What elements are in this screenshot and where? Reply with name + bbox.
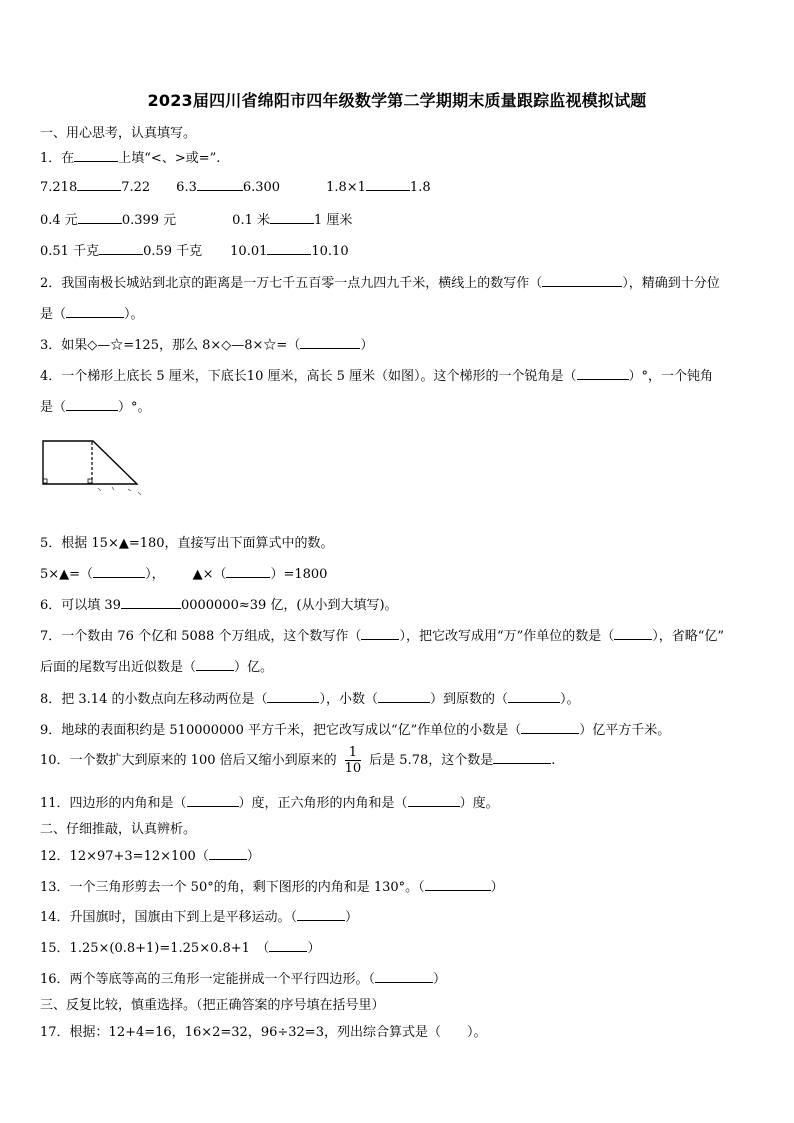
question-13: [40, 876, 504, 895]
q2-text: ）。: [124, 307, 144, 322]
question-12: [40, 845, 260, 864]
answer-blank[interactable]: [378, 690, 430, 703]
question-5-answers: [40, 563, 327, 582]
q5-text: ）=1800: [270, 567, 328, 582]
answer-blank[interactable]: [521, 721, 579, 734]
question-11: [40, 792, 499, 811]
q7-text: 7．一个数由 76 个亿和 5088 个万组成，这个数写作（: [40, 629, 362, 644]
answer-blank[interactable]: [66, 305, 124, 318]
answer-blank[interactable]: [270, 211, 314, 224]
answer-blank[interactable]: [74, 149, 118, 162]
question-7: [40, 625, 724, 644]
q1-item: 0.51 千克: [40, 244, 100, 259]
section-heading-3: 三、反复比较，慎重选择。（把正确答案的序号填在括号里）: [40, 998, 385, 1013]
q6-text: 0000000≈39 亿，(从小到大填写)。: [180, 598, 398, 613]
q4-text: ）°，一个钝角: [628, 369, 714, 384]
answer-blank[interactable]: [297, 908, 345, 921]
answer-blank[interactable]: [375, 970, 433, 983]
fraction-numerator: 1: [345, 745, 362, 761]
trapezoid-shape: [43, 441, 137, 484]
question-3: [40, 334, 373, 353]
q2-text: ），精确到十分位: [622, 276, 720, 291]
answer-blank[interactable]: [77, 178, 121, 191]
q12-text: 12．12×97+3=12×100（: [40, 849, 209, 864]
q15-text: 15．1.25×(0.8+1)=1.25×0.8+1 （: [40, 941, 270, 956]
question-8: [40, 688, 580, 707]
q10-text: 10．一个数扩大到原来的 100 倍后又缩小到原来的: [40, 753, 337, 768]
q13-text: 13．一个三角形剪去一个 50°的角，剩下图形的内角和是 130°。（: [40, 880, 425, 895]
q16-text: 16．两个等底等高的三角形一定能拼成一个平行四边形。（: [40, 972, 376, 987]
q4-text: 是（: [40, 400, 67, 415]
q3-text: 3．如果◇—☆=125，那么 8×◇—8×☆=（: [40, 338, 301, 353]
answer-blank[interactable]: [269, 939, 307, 952]
answer-blank[interactable]: [361, 627, 399, 640]
q6-text: 6．可以填 39: [40, 598, 121, 613]
q4-text: ）°。: [118, 400, 151, 415]
q10-text: .: [551, 753, 556, 768]
answer-blank[interactable]: [408, 794, 460, 807]
q1-item: 6.300: [242, 180, 281, 195]
q1-item: 1.8×1: [326, 180, 366, 195]
q1-item: 7.22: [121, 180, 151, 195]
q1-stem-a: 1．在: [40, 151, 75, 166]
answer-blank[interactable]: [425, 878, 491, 891]
answer-blank[interactable]: [300, 336, 360, 349]
question-17: 17．根据：12+4=16，16×2=32，96÷32=3，列出综合算式是（ ）。: [40, 1025, 487, 1040]
q2-text: 2．我国南极长城站到北京的距离是一万七千五百零一点九四九千米，横线上的数写作（: [40, 276, 543, 291]
question-6: [40, 594, 398, 613]
q14-text: 14．升国旗时，国旗由下到上是平移运动。（: [40, 910, 298, 925]
question-14: [40, 906, 358, 925]
answer-blank[interactable]: [209, 847, 247, 860]
answer-blank[interactable]: [542, 274, 622, 287]
answer-blank[interactable]: [226, 565, 270, 578]
q12-text: ）: [246, 849, 260, 864]
fraction-one-tenth: [345, 745, 362, 776]
q1-item: 0.1 米: [232, 213, 270, 228]
answer-blank[interactable]: [196, 658, 234, 671]
q8-text: ），小数（: [319, 692, 378, 707]
q16-text: ）: [433, 972, 447, 987]
q9-text: 9．地球的表面积约是 510000000 平方千米，把它改写成以“亿”作单位的小数是（: [40, 723, 522, 738]
answer-blank[interactable]: [78, 211, 122, 224]
q8-text: ）到原数的（: [430, 692, 509, 707]
q1-item: 1.8: [409, 180, 431, 195]
q9-text: ）亿平方千米。: [579, 723, 671, 738]
answer-blank[interactable]: [267, 242, 311, 255]
q8-text: ）。: [560, 692, 580, 707]
question-4-cont: [40, 396, 151, 415]
question-2: [40, 272, 720, 291]
question-9: [40, 719, 670, 738]
texture-marks: [98, 487, 141, 495]
answer-blank[interactable]: [366, 178, 410, 191]
answer-blank[interactable]: [121, 596, 181, 609]
q5-text: 5×▲=（: [40, 567, 94, 582]
q7-text: ）亿。: [234, 660, 274, 675]
q13-text: ）: [490, 880, 504, 895]
answer-blank[interactable]: [197, 178, 243, 191]
q1-item: 1 厘米: [313, 213, 353, 228]
q10-text: 后是 5.78，这个数是: [369, 753, 494, 768]
q2-text: 是（: [40, 307, 67, 322]
q11-text: ）度，正六角形的内角和是（: [238, 796, 408, 811]
question-4: [40, 365, 713, 384]
answer-blank[interactable]: [577, 367, 629, 380]
q11-text: ）度。: [459, 796, 499, 811]
q1-row-1: [40, 178, 431, 195]
fraction-denominator: 10: [344, 761, 362, 776]
q15-text: ）: [307, 941, 321, 956]
question-2-cont: [40, 303, 144, 322]
answer-blank[interactable]: [614, 627, 652, 640]
q1-item: 7.218: [40, 180, 78, 195]
q7-text: ），省略“亿”: [652, 629, 725, 644]
q5-text: ），: [145, 567, 165, 582]
q8-text: 8．把 3.14 的小数点向左移动两位是（: [40, 692, 268, 707]
question-5: 5．根据 15×▲=180，直接写出下面算式中的数。: [40, 536, 334, 551]
question-7-cont: [40, 656, 273, 675]
q1-row-3: [40, 240, 349, 259]
trapezoid-figure: [38, 432, 148, 512]
q11-text: 11．四边形的内角和是（: [40, 796, 187, 811]
q1-item: 0.59 千克: [143, 244, 203, 259]
q1-item: 0.399 元: [121, 213, 177, 228]
q4-text: 4．一个梯形上底长 5 厘米，下底长10 厘米，高长 5 厘米（如图）。这个梯形的一个锐角是（: [40, 369, 577, 384]
q1-stem-b: 上填“<、>或=”.: [118, 151, 221, 166]
q1-row-2: [40, 209, 352, 228]
q14-text: ）: [345, 910, 359, 925]
answer-blank[interactable]: [66, 398, 118, 411]
q7-text: 后面的尾数写出近似数是（: [40, 660, 197, 675]
answer-blank[interactable]: [99, 242, 143, 255]
question-1: [40, 147, 220, 166]
answer-blank[interactable]: [187, 794, 239, 807]
answer-blank[interactable]: [508, 690, 560, 703]
question-10: [40, 745, 555, 776]
answer-blank[interactable]: [493, 751, 551, 764]
page-title: 2023届四川省绵阳市四年级数学第二学期期末质量跟踪监视模拟试题: [147, 91, 647, 110]
answer-blank[interactable]: [267, 690, 319, 703]
q1-item: 0.4 元: [40, 213, 78, 228]
answer-blank[interactable]: [93, 565, 145, 578]
q7-text: ），把它改写成用“万”作单位的数是（: [399, 629, 615, 644]
q1-item: 10.01: [230, 244, 268, 259]
section-heading-1: 一、用心思考，认真填写。: [40, 126, 197, 141]
section-heading-2: 二、仔细推敲，认真辨析。: [40, 822, 197, 837]
q1-item: 10.10: [311, 244, 349, 259]
question-16: [40, 968, 446, 987]
question-15: [40, 937, 320, 956]
q5-text: ▲×（: [192, 567, 227, 582]
q1-item: 6.3: [176, 180, 197, 195]
q3-text: ）: [360, 338, 374, 353]
